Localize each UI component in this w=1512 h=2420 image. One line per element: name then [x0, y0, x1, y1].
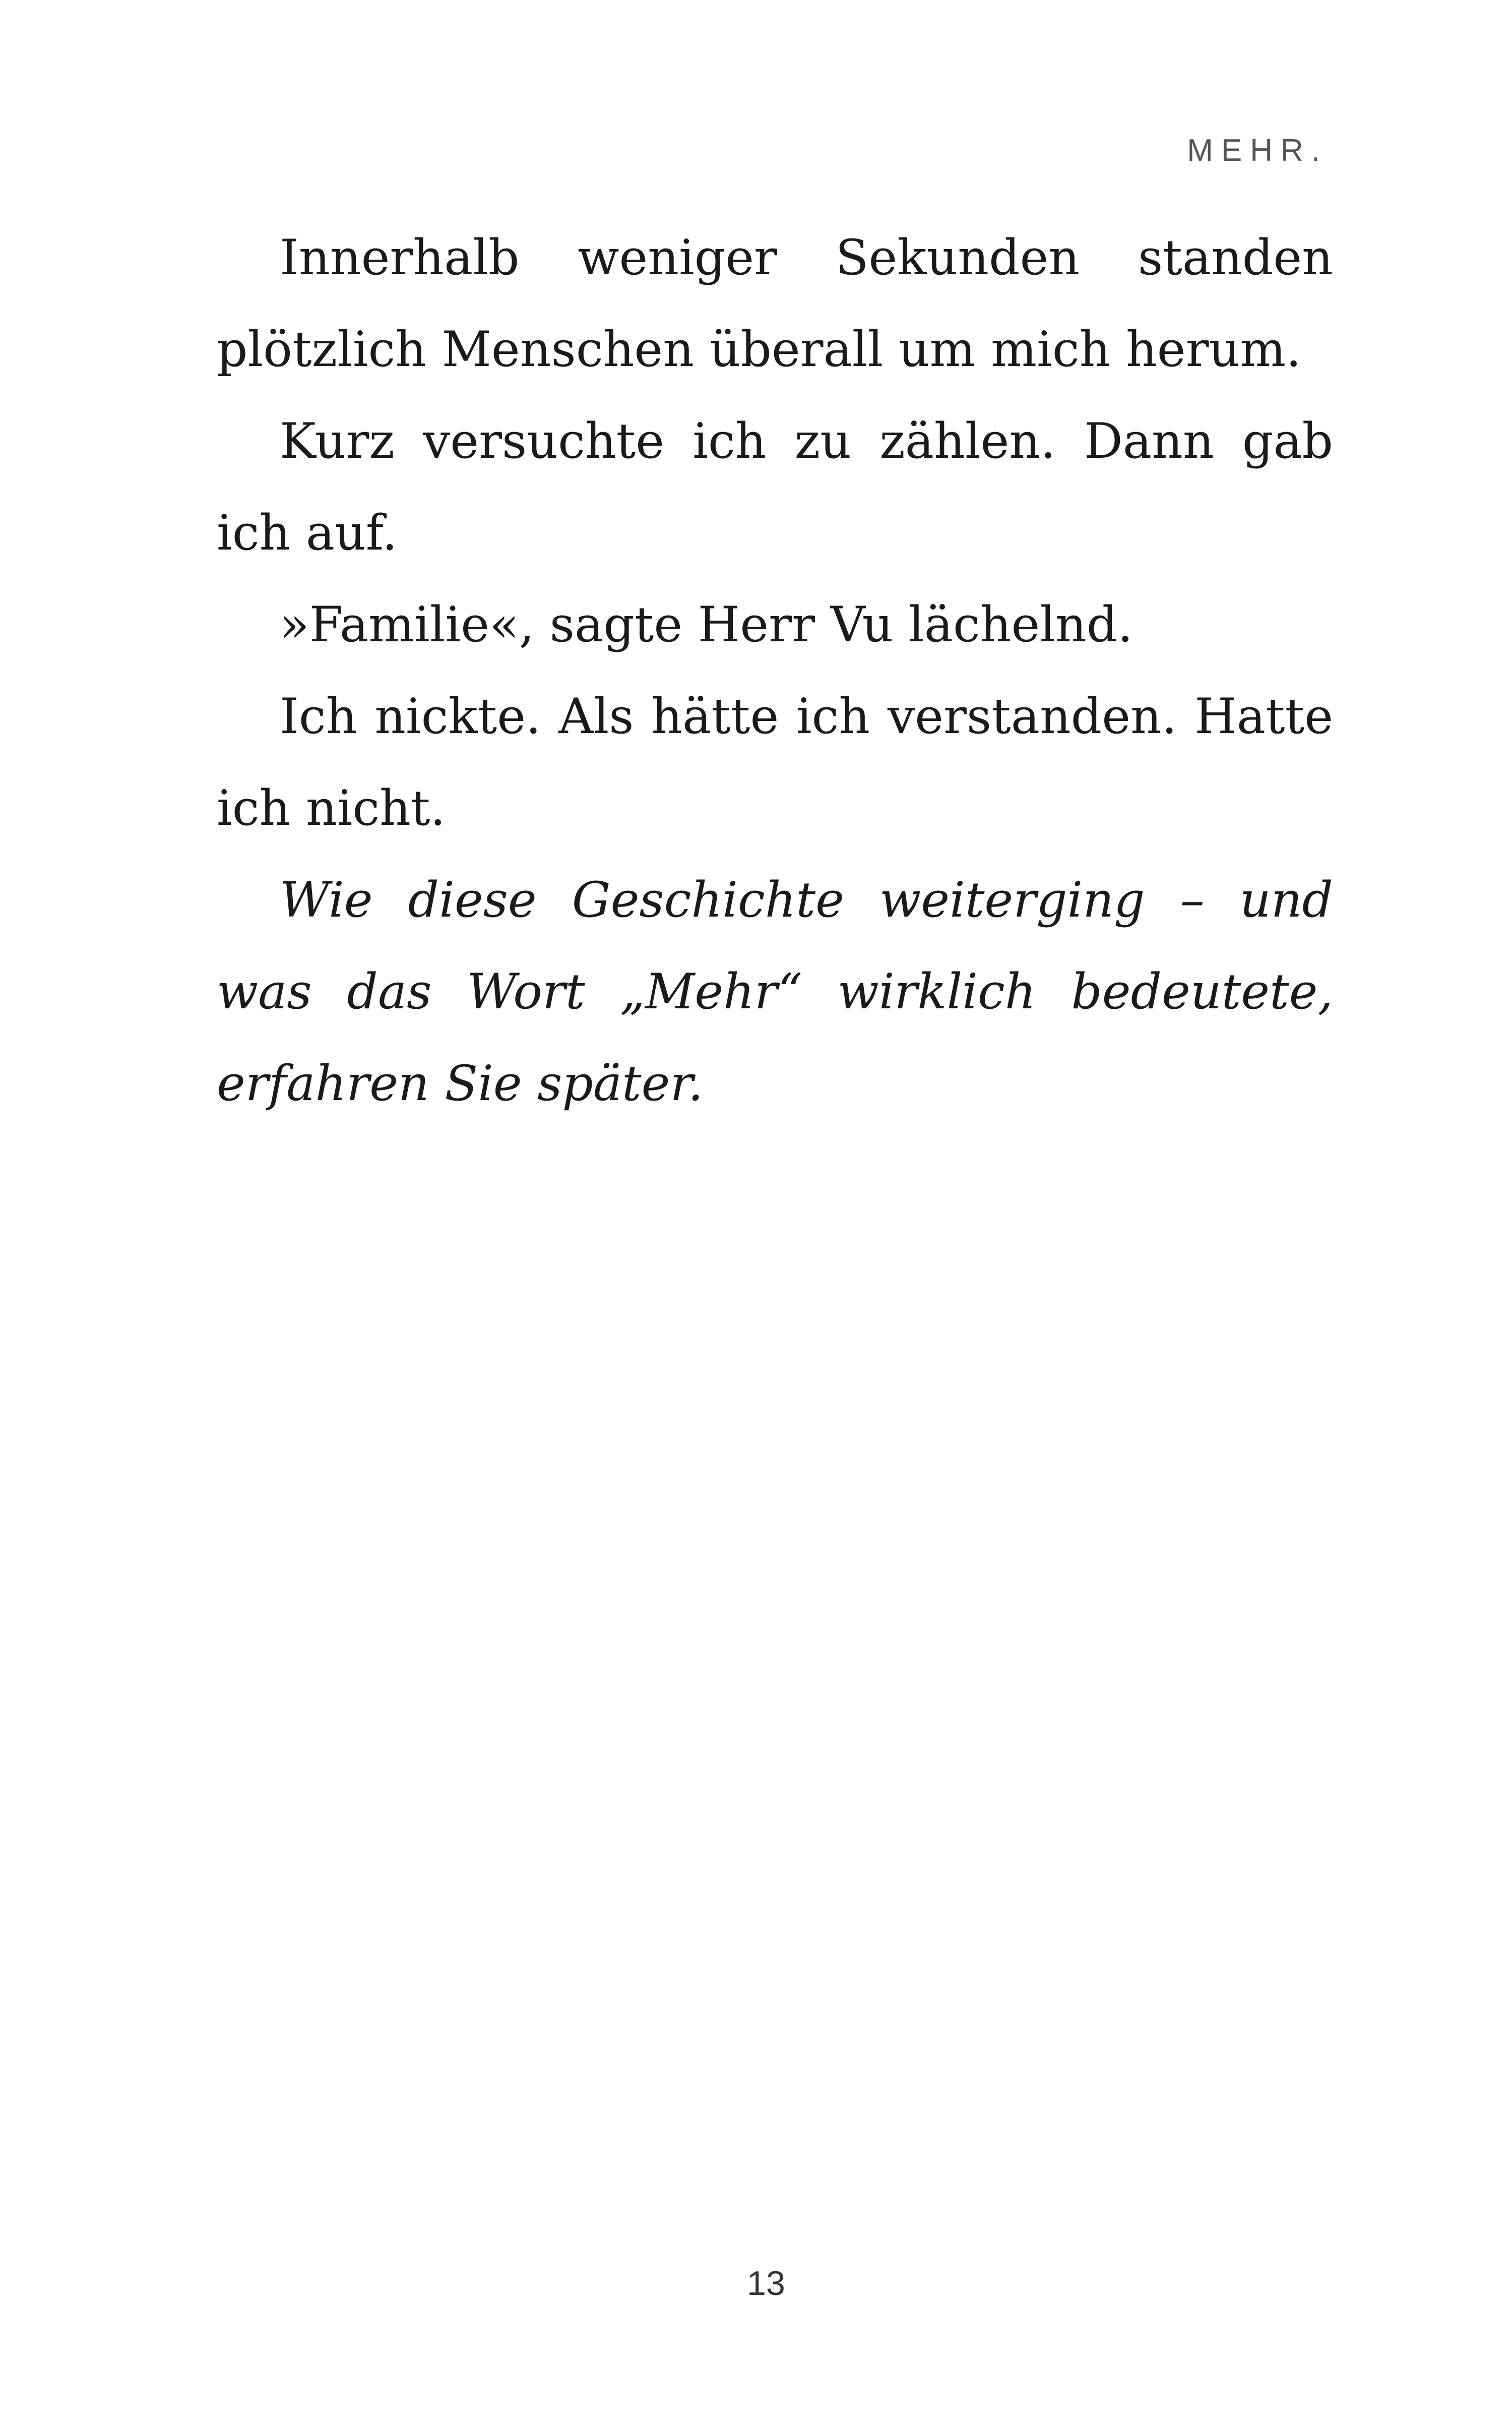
paragraph: Kurz versuchte ich zu zählen. Dann gab ich auf.	[217, 413, 1333, 561]
paragraph: Ich nickte. Als hätte ich verstanden. Hatte ich nicht.	[217, 688, 1333, 836]
body-text	[217, 212, 1333, 1129]
running-head: MEHR.	[1187, 133, 1328, 168]
page-number: 13	[747, 2264, 785, 2303]
paragraph: »Familie«, sagte Herr Vu lächelnd.	[280, 596, 1133, 653]
paragraph: Innerhalb weniger Sekunden standen plötzlich Menschen überall um mich herum.	[217, 229, 1333, 378]
italic-teaser-paragraph: Wie diese Geschichte weiterging – und was das Wort „Mehr“ wirklich bedeutete, erfahren Sie später.	[217, 872, 1333, 1112]
